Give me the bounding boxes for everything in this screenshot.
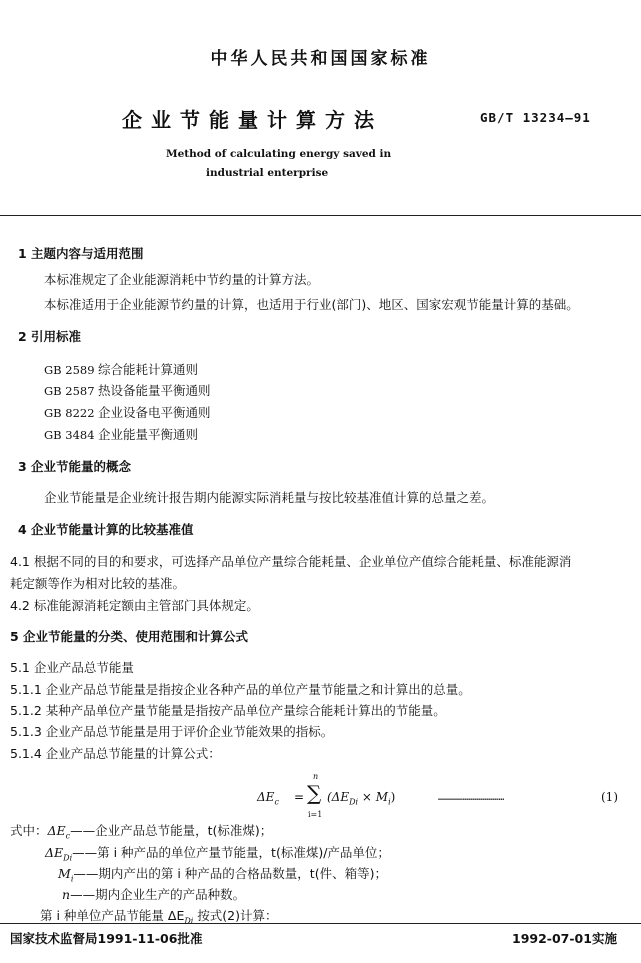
legend-line-2: $\Delta E_{Di}——$第 i 种产品的单位产量节能量，t(标准煤)/产品单位；: [45, 845, 390, 863]
section-3-paragraph: 企业节能量是企业统计报告期内能源实际消耗量与按比较基准值计算的总量之差。: [44, 490, 495, 505]
sigma-lower-limit: i=1: [308, 810, 323, 819]
clause-5-1-1: 5.1.1 企业产品总节能量是指按企业各种产品的单位产量节能量之和计算出的总量。: [10, 682, 471, 697]
legend-line-5: 第 i 种单位产品节能量 $\Delta E_{Di}$ 按式(2)计算：: [40, 908, 278, 926]
reference-item: [44, 425, 198, 443]
clause-4-1-line-2: 耗定额等作为相对比较的基准。: [10, 576, 186, 591]
legend-line-3: $M_i——$期内产出的第 i 种产品的合格品数量，t(件、箱等)；: [58, 866, 387, 884]
reference-code: GB 8222: [44, 406, 95, 420]
english-title-line2: industrial enterprise: [206, 167, 329, 179]
reference-name: 企业能量平衡通则: [97, 427, 198, 442]
formula-number: (1): [601, 790, 618, 804]
effective-date: 1992-07-01实施: [512, 931, 617, 946]
reference-code: GB 2589: [44, 363, 95, 377]
standard-code: GB/T 13234—91: [480, 110, 591, 125]
clause-5-1-4: 5.1.4 企业产品总节能量的计算公式：: [10, 746, 221, 761]
clause-5-1-3: 5.1.3 企业产品总节能量是用于评价企业节能效果的指标。: [10, 724, 334, 739]
formula-leader-dots: ……………………………: [438, 792, 505, 803]
section-4-heading: 4 企业节能量计算的比较基准值: [18, 522, 194, 537]
approval-date: 国家技术监督局1991-11-06批准: [10, 931, 203, 946]
clause-4-1-line-1: 4.1 根据不同的目的和要求，可选择产品单位产量综合能耗量、企业单位产值综合能耗量、标准能源消: [10, 554, 572, 569]
english-title-line1: Method of calculating energy saved in: [166, 148, 392, 160]
legend-line-4: n——期内企业生产的产品种数。: [62, 887, 246, 902]
clause-5-1-2: 5.1.2 某种产品单位产量节能量是指按产品单位产量综合能耗计算出的节能量。: [10, 703, 446, 718]
document-title: 企业节能量计算方法: [122, 108, 383, 132]
reference-code: GB 3484: [44, 428, 95, 442]
reference-code: GB 2587: [44, 384, 95, 398]
formula-equals: =: [294, 790, 305, 804]
sigma-upper-limit: n: [313, 772, 319, 781]
header-divider: [0, 215, 641, 216]
reference-item: [44, 381, 211, 399]
section-5-heading: 5 企业节能量的分类、使用范围和计算公式: [10, 629, 249, 644]
footer-divider: [0, 923, 641, 924]
reference-item: [44, 360, 198, 378]
reference-name: 热设备能量平衡通则: [97, 383, 211, 398]
section-2-heading: 2 引用标准: [18, 329, 82, 344]
reference-name: 企业设备电平衡通则: [97, 405, 211, 420]
section-3-heading: 3 企业节能量的概念: [18, 459, 132, 474]
formula-term: $(\Delta E_{Di} \times M_i)$: [327, 790, 396, 807]
formula-lhs: $\Delta E_c$: [257, 790, 279, 807]
reference-item: [44, 403, 211, 421]
standard-category-title: 中华人民共和国国家标准: [210, 49, 431, 69]
section-1-heading: 1 主题内容与适用范围: [18, 246, 144, 261]
sigma-symbol: ∑: [307, 781, 322, 805]
section-1-paragraph-1: 本标准规定了企业能源消耗中节约量的计算方法。: [44, 272, 320, 287]
clause-5-1: 5.1 企业产品总节能量: [10, 660, 134, 675]
legend-line-1: 式中：$\Delta E_c——$企业产品总节能量，t(标准煤)；: [10, 823, 273, 841]
reference-name: 综合能耗计算通则: [97, 362, 198, 377]
section-1-paragraph-2: 本标准适用于企业能源节约量的计算，也适用于行业(部门)、地区、国家宏观节能量计算的基础。: [44, 297, 579, 312]
clause-4-2: 4.2 标准能源消耗定额由主管部门具体规定。: [10, 598, 259, 613]
